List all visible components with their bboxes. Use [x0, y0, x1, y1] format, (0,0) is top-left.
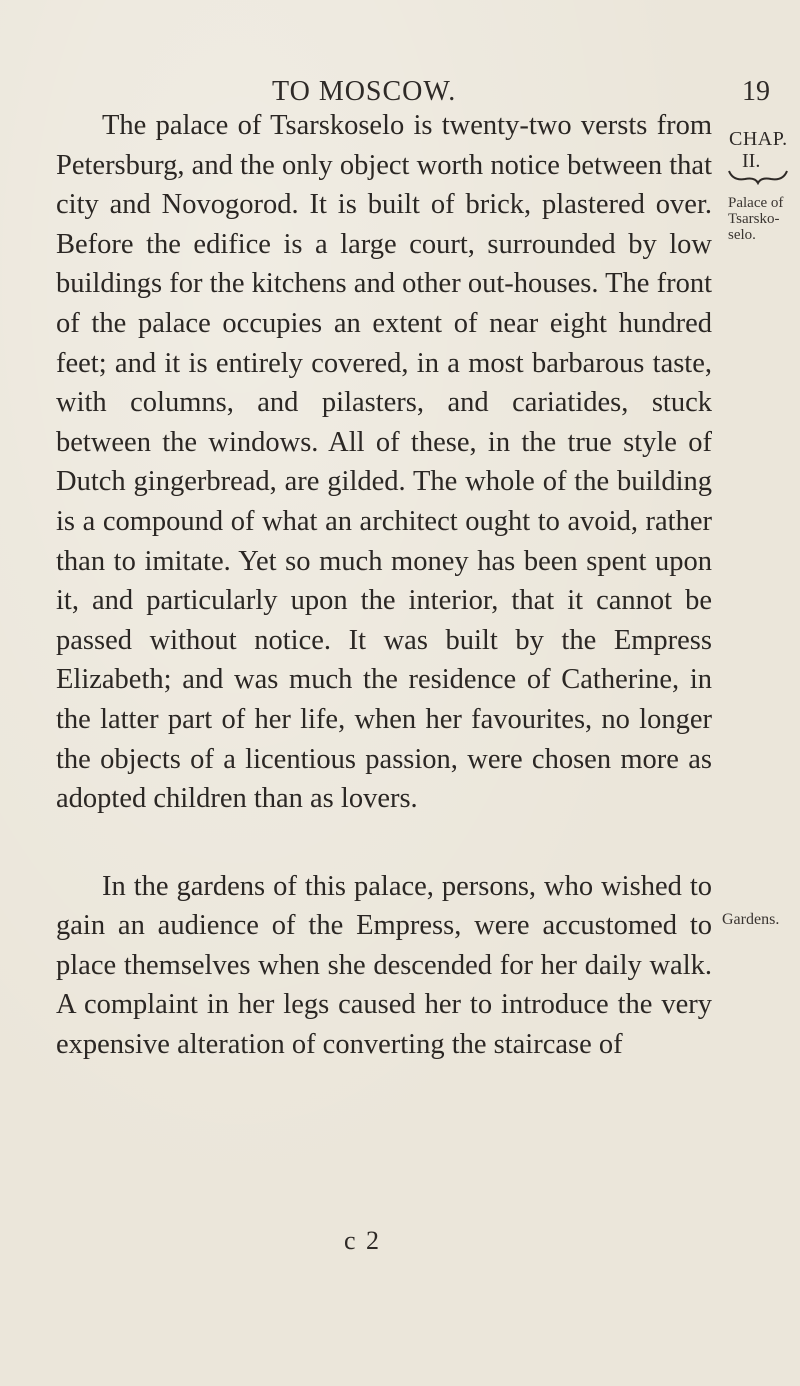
paragraph-gardens: In the gardens of this palace, persons, who wished to gain an audience of the Empress, were accustomed to place themselves when she descended for her daily walk. A complaint in her legs caused her to introduce the very expensive alteration of converting the staircase of: [56, 870, 712, 1061]
signature-mark: c 2: [344, 1226, 382, 1255]
margin-note-palace: Palace of Tsarsko-selo.: [728, 195, 784, 243]
chapter-label: CHAP.: [729, 128, 788, 150]
brace-ornament: [727, 167, 789, 185]
page-number: 19: [742, 76, 770, 107]
paragraph-palace: The palace of Tsarskoselo is twenty-two versts from Petersburg, and the only object worth notice between that city and Novogorod. It is built of brick, plastered over. Before the edifice is a large court, surrounded by low buildings for the kitchens and other out-houses. The front of the palace occupies an extent of near eight hundred feet; and it is entirely covered, in a most barbarous taste, with columns, and pilasters, and cariatides, stuck between the windows. All of these, in the true style of Dutch gingerbread, are gilded. The whole of the building is a compound of what an architect ought to avoid, rather than to imitate. Yet so much money has been spent upon it, and particularly upon the interior, that it cannot be passed without notice. It was built by the Empress Elizabeth; and was much the residence of Catherine, in the latter part of her life, when her favourites, no longer the objects of a licentious passion, were chosen more as adopted children than as lovers.: [56, 110, 712, 815]
margin-note-gardens: Gardens.: [722, 911, 780, 928]
body-text: [56, 106, 712, 1065]
running-head: TO MOSCOW.: [272, 76, 457, 107]
chapter-number: II.: [742, 150, 761, 172]
